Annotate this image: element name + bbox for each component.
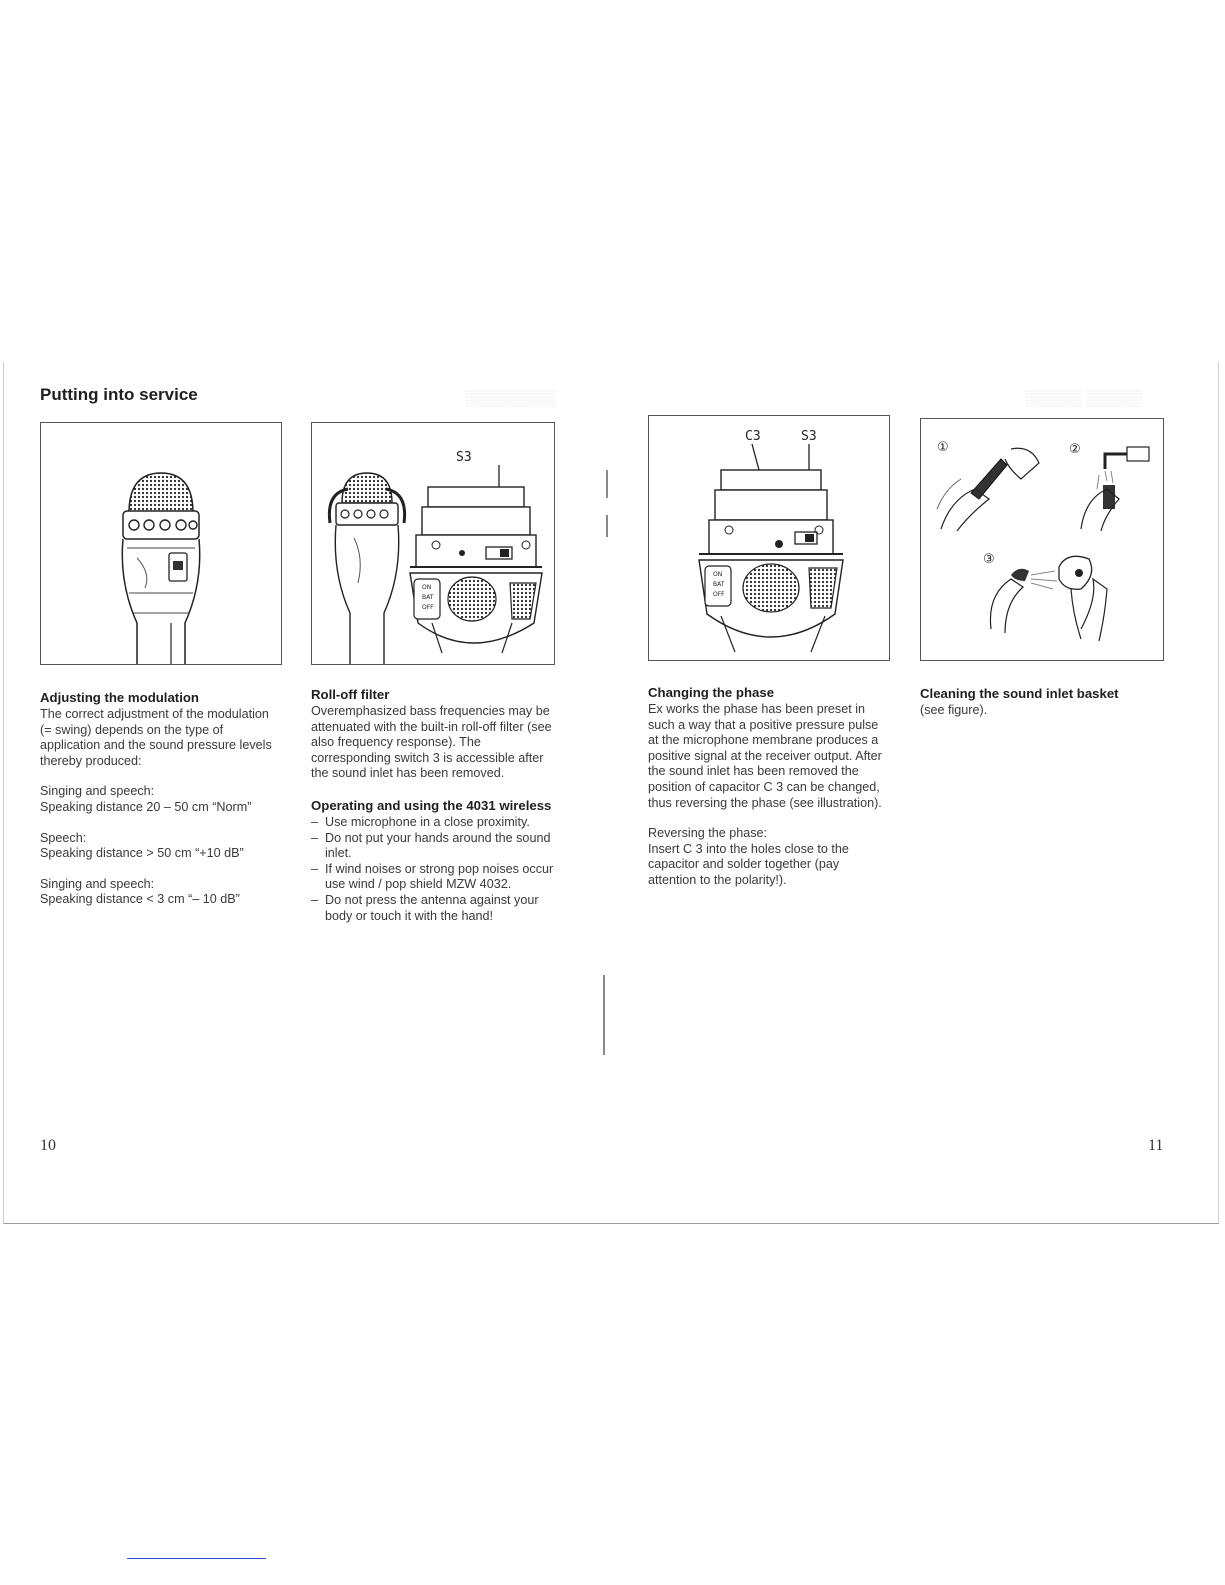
- section-rolloff-and-wireless: [311, 686, 554, 924]
- switch-bat-label: BAT: [422, 594, 434, 601]
- list-item: – Do not put your hands around the sound inlet.: [311, 831, 554, 862]
- section-changing-phase: [648, 684, 890, 889]
- section-title: Cleaning the sound inlet basket: [920, 686, 1119, 701]
- s3-label: S3: [456, 450, 472, 465]
- staple-mark: [606, 470, 608, 498]
- switch-off-label: OFF: [713, 591, 725, 598]
- figure-rolloff-switch: [311, 422, 555, 665]
- bleed-through-text: ▒▒▒▒▒ ▒▒▒▒▒: [1025, 390, 1143, 407]
- switch-off-label: OFF: [422, 604, 434, 611]
- list-item: – If wind noises or strong pop noises occur use wind / pop shield MZW 4032.: [311, 862, 554, 893]
- c3-label: C3: [745, 429, 761, 444]
- setting-value: Speaking distance > 50 cm “+10 dB”: [40, 846, 244, 861]
- list-item: – Use microphone in a close proximity.: [311, 815, 554, 831]
- section-adjusting-modulation: [40, 689, 280, 908]
- step-3-marker: ③: [983, 552, 995, 567]
- switch-on-label: ON: [422, 584, 432, 591]
- section-title: Roll-off filter: [311, 687, 390, 702]
- usage-list: [311, 815, 554, 924]
- section-title: Adjusting the modulation: [40, 690, 199, 705]
- step-1-marker: ①: [937, 440, 949, 455]
- paragraph: The correct adjustment of the modulation (= swing) depends on the type of application and the sound pressure levels thereby produced:: [40, 707, 272, 768]
- paragraph: Insert C 3 into the holes close to the capacitor and solder together (pay attention to the polarity!).: [648, 841, 849, 887]
- staple-mark: [606, 515, 608, 537]
- setting-context: Speech:: [40, 830, 87, 845]
- switch-on-label: ON: [713, 571, 723, 578]
- figure-microphone-front: [40, 422, 282, 665]
- paragraph: Ex works the phase has been preset in such a way that a positive pressure pulse at the microphone membrane produces a positive signal at the receiver output. After the sound inlet has been removed the position of capacitor C 3 can be changed, thus reversing the phase (see illustration).: [648, 702, 882, 810]
- staple-mark: [603, 975, 605, 1055]
- paragraph: Reversing the phase:: [648, 826, 768, 841]
- page-title: Putting into service: [40, 385, 198, 404]
- s3-label: S3: [801, 429, 817, 444]
- paragraph: (see figure).: [920, 703, 988, 717]
- scan-artifact-line: [127, 1558, 266, 1559]
- setting-value: Speaking distance < 3 cm “– 10 dB”: [40, 892, 240, 907]
- page-number-right: 11: [1148, 1137, 1164, 1154]
- list-item: – Do not press the antenna against your body or touch it with the hand!: [311, 893, 554, 924]
- section-cleaning: [920, 685, 1162, 719]
- bleed-through-text: ▒▒▒▒▒▒▒▒: [465, 390, 556, 407]
- switch-bat-label: BAT: [713, 581, 725, 588]
- setting-value: Speaking distance 20 – 50 cm “Norm”: [40, 799, 252, 814]
- paragraph: Overemphasized bass frequencies may be attenuated with the built-in roll-off filter (see also frequency response). The corresponding switch 3 is accessible after the sound inlet has been removed.: [311, 704, 552, 781]
- step-2-marker: ②: [1069, 442, 1081, 457]
- setting-context: Singing and speech:: [40, 876, 155, 891]
- setting-context: Singing and speech:: [40, 784, 155, 799]
- section-title: Operating and using the 4031 wireless: [311, 797, 552, 813]
- section-title: Changing the phase: [648, 685, 775, 700]
- figure-phase-capacitor: [648, 415, 890, 661]
- page-number-left: 10: [40, 1137, 56, 1154]
- figure-cleaning-steps: [920, 418, 1164, 661]
